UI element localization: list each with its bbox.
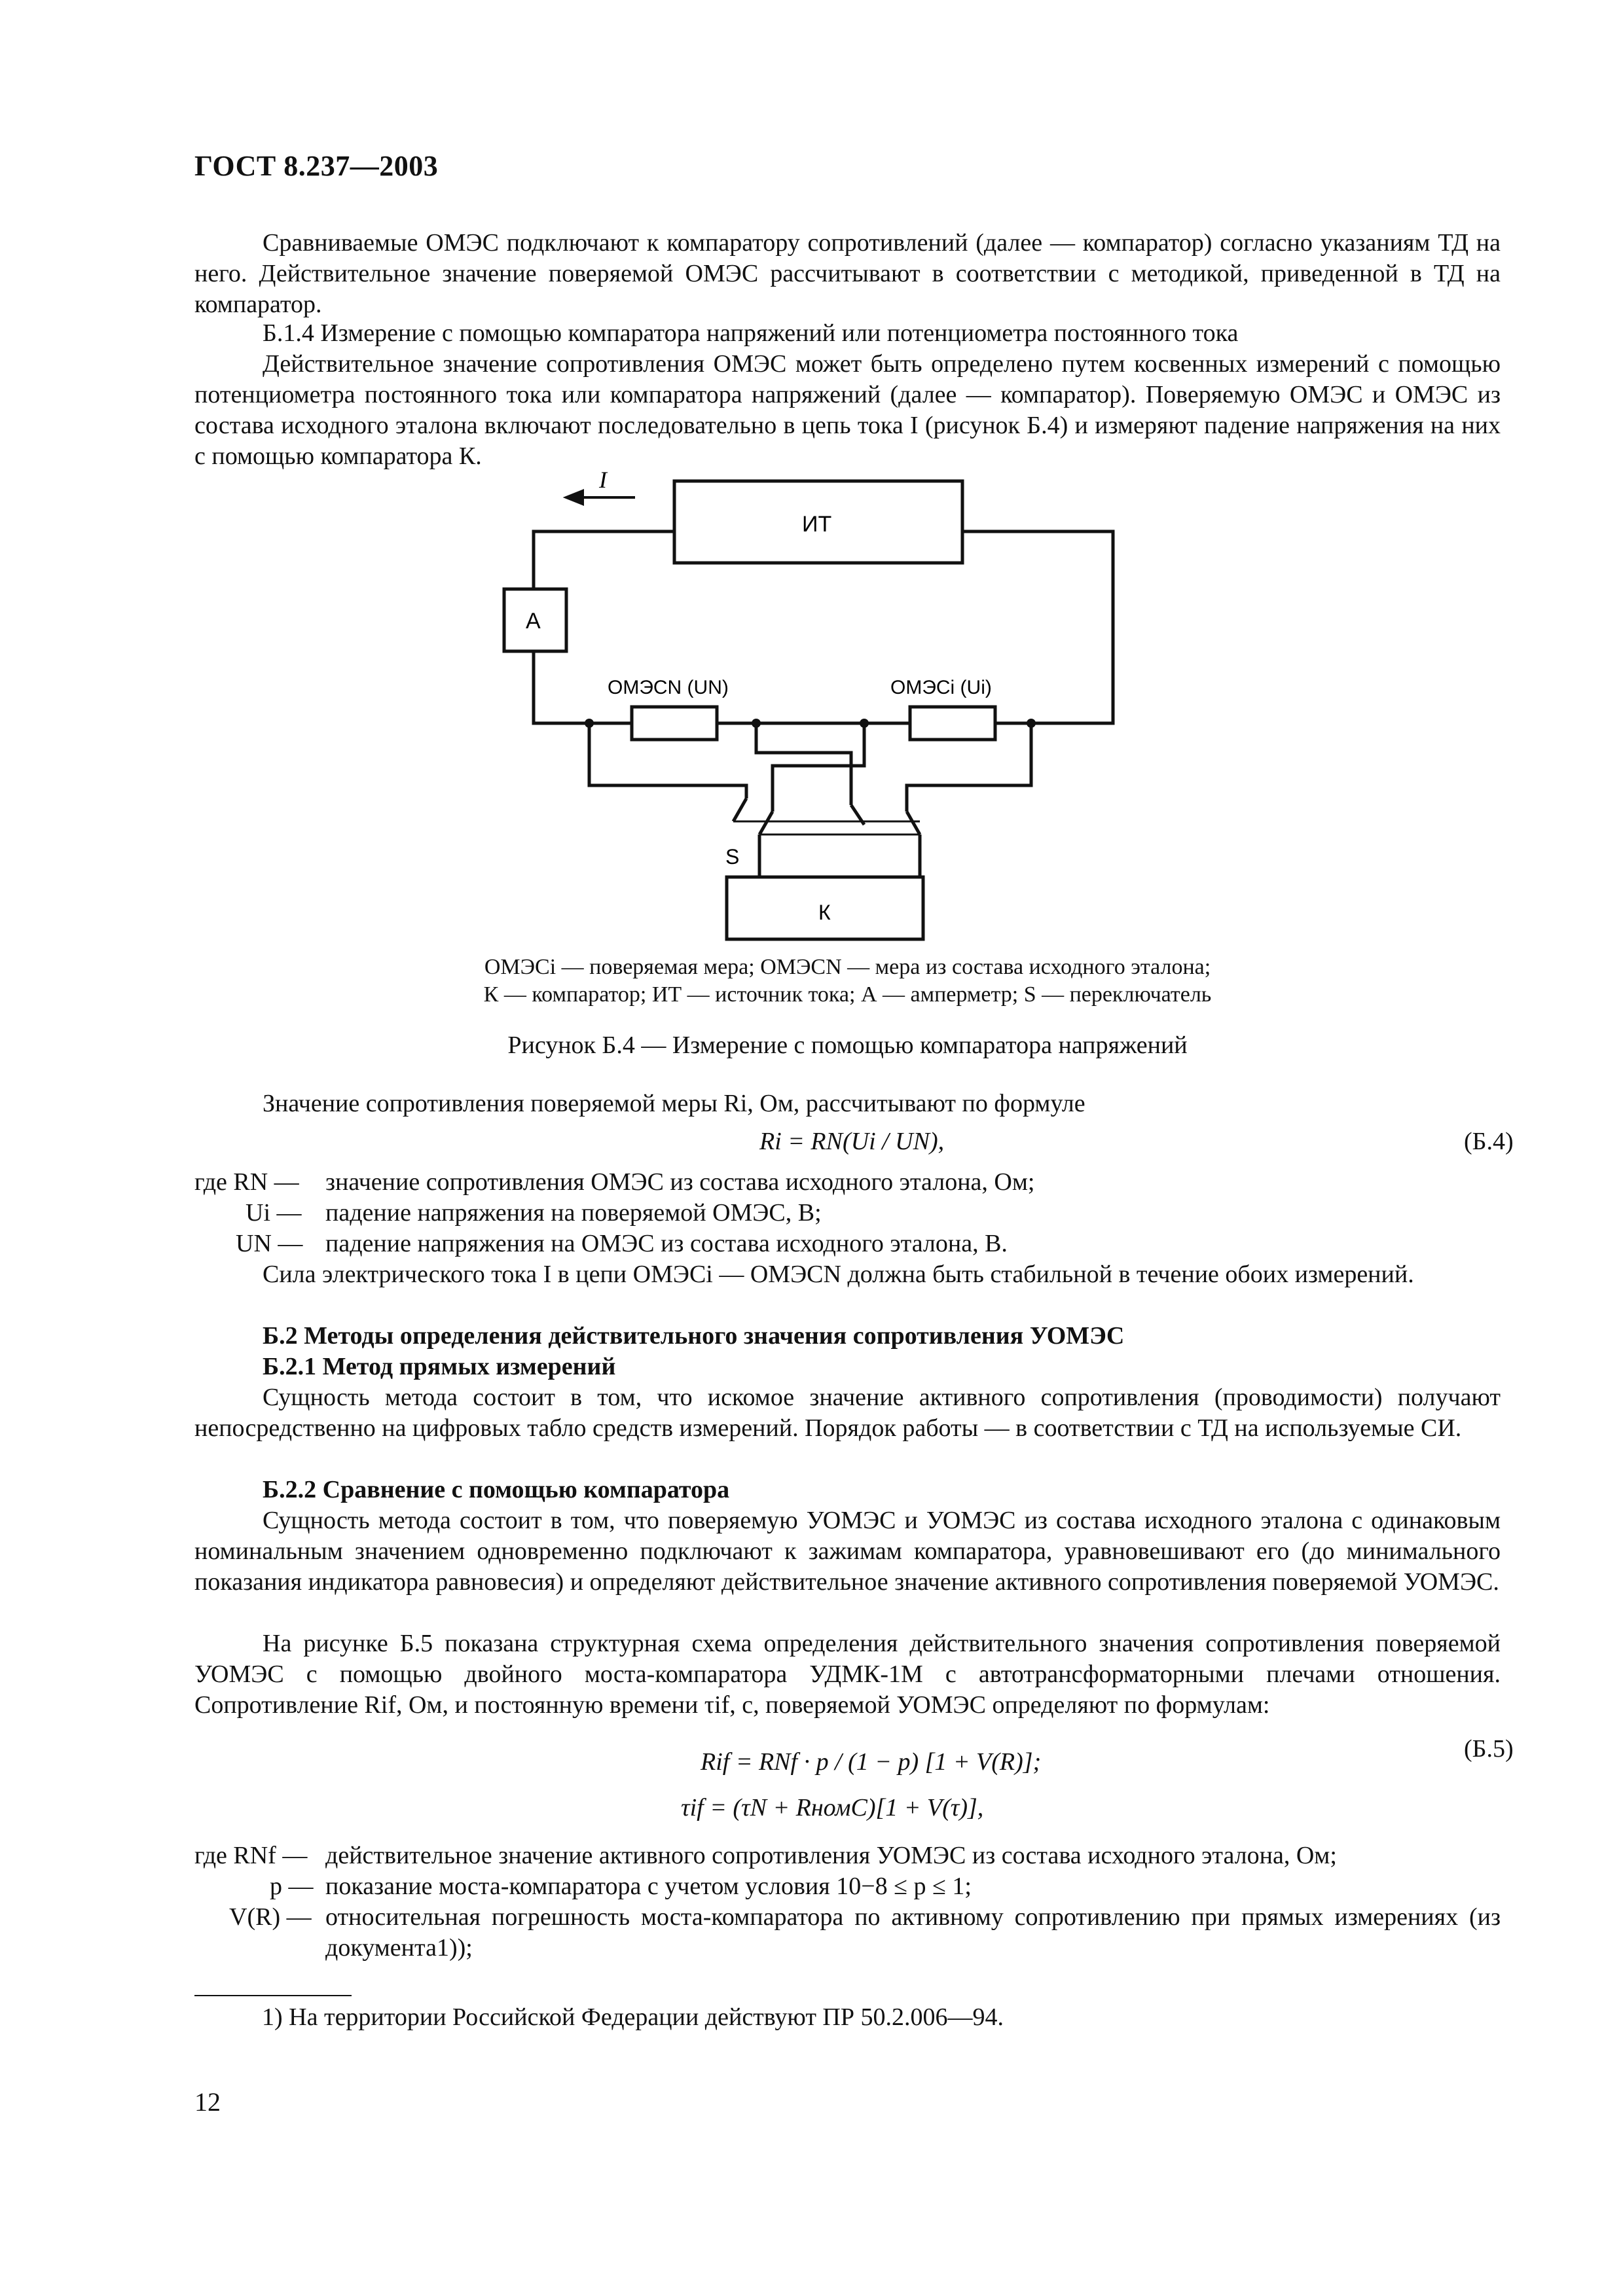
where-b4-sym-3: UN — bbox=[236, 1230, 303, 1257]
ammeter-label: А bbox=[526, 609, 541, 634]
current-source-label: ИТ bbox=[802, 512, 832, 537]
switch-label: S bbox=[725, 845, 740, 869]
paragraph-direct-method: Сущность метода состоит в том, что искомое значение активного сопротивления (проводимости) получают непосредственно на цифровых табло средств измерений. Порядок работы — в соответствии с ТД на используемые СИ. bbox=[194, 1384, 1501, 1442]
paragraph-indirect-measurement: Действительное значение сопротивления ОМЭС может быть определено путем косвенных измерений с помощью потенциометра постоянного тока или компаратора напряжений (далее — компаратор). Поверяемую ОМЭС и ОМЭС из состава исходного эталона включают последовательно в цепь тока I (рисунок Б.4) и измеряют падение напряжения на них с помощью компаратора К. bbox=[194, 350, 1501, 470]
where-b4-def-3: падение напряжения на ОМЭС из состава исходного эталона, В. bbox=[325, 1230, 1008, 1257]
section-b21-heading: Б.2.1 Метод прямых измерений bbox=[263, 1353, 616, 1380]
where-b5-sym-3: V(R) — bbox=[229, 1903, 312, 1931]
omes-n-resistor bbox=[632, 707, 717, 740]
paragraph-comparator-method: Сущность метода состоит в том, что поверяемую УОМЭС и УОМЭС из состава исходного эталона с одинаковым номинальным значением одновременно подключают к зажимам компаратора, уравновешивают его (до минимального показания индикатора равновесия) и определяют действительное значение активного сопротивления поверяемой УОМЭС. bbox=[194, 1507, 1501, 1596]
where-b4-sym-1: где RN — bbox=[194, 1168, 299, 1196]
figure-legend-line1: ОМЭСi — поверяемая мера; ОМЭСN — мера из состава исходного эталона; bbox=[484, 955, 1211, 979]
where-b4-sym-2: Ui — bbox=[246, 1199, 302, 1227]
paragraph-current-stability: Сила электрического тока I в цепи ОМЭСi — ОМЭСN должна быть стабильной в течение обоих измерений. bbox=[263, 1261, 1414, 1288]
figure-title: Рисунок Б.4 — Измерение с помощью компаратора напряжений bbox=[507, 1031, 1188, 1059]
formula-b5-line1: Rif = RNf · p / (1 − p) [1 + V(R)]; bbox=[701, 1748, 1042, 1776]
formula-b4-number: (Б.4) bbox=[1464, 1128, 1514, 1155]
where-b5-sym-1: где RNf — bbox=[194, 1842, 308, 1869]
omes-i-label: ОМЭСi (Ui) bbox=[890, 677, 992, 698]
figure-legend-line2: К — компаратор; ИТ — источник тока; А — амперметр; S — переключатель bbox=[483, 982, 1212, 1007]
paragraph-comparator-connection: Сравниваемые ОМЭС подключают к компаратору сопротивлений (далее — компаратор) согласно указаниям ТД на него. Действительное значение поверяемой ОМЭС рассчитывают в соответствии с методикой, приведенной в ТД на компаратор. bbox=[194, 229, 1501, 318]
section-b14-heading: Б.1.4 Измерение с помощью компаратора напряжений или потенциометра постоянного тока bbox=[263, 319, 1239, 347]
comparator-label: К bbox=[818, 901, 831, 924]
where-b5-sym-2: p — bbox=[270, 1873, 314, 1900]
footnote-rule bbox=[194, 1995, 352, 1996]
where-b4-def-1: значение сопротивления ОМЭС из состава исходного эталона, Ом; bbox=[325, 1168, 1035, 1196]
formula-b5-number: (Б.5) bbox=[1464, 1735, 1514, 1763]
footnote: 1) На территории Российской Федерации действуют ПР 50.2.006—94. bbox=[262, 2003, 1004, 2031]
paragraph-figure-b5: На рисунке Б.5 показана структурная схема определения действительного значения сопротивления поверяемой УОМЭС с помощью двойного моста-компаратора УДМК-1М с автотрансформаторными плечами отношения. Сопротивление Rif, Ом, и постоянную времени τif, с, поверяемой УОМЭС определяют по формулам: bbox=[194, 1630, 1501, 1719]
page-number: 12 bbox=[194, 2087, 221, 2117]
where-b5-def-2: показание моста-компаратора с учетом условия 10−8 ≤ p ≤ 1; bbox=[325, 1873, 972, 1900]
document-header: ГОСТ 8.237—2003 bbox=[194, 150, 439, 182]
where-b5-def-3: относительная погрешность моста-компаратора по активному сопротивлению при прямых измерениях (из документа1)); bbox=[325, 1903, 1501, 1962]
circuit-diagram bbox=[458, 471, 1211, 942]
section-b22-heading: Б.2.2 Сравнение с помощью компаратора bbox=[263, 1476, 730, 1503]
where-b5-def-1: действительное значение активного сопротивления УОМЭС из состава исходного эталона, Ом; bbox=[325, 1842, 1337, 1869]
section-b2-heading: Б.2 Методы определения действительного значения сопротивления УОМЭС bbox=[263, 1322, 1125, 1350]
current-label: I bbox=[599, 471, 607, 493]
paragraph-formula-intro: Значение сопротивления поверяемой меры Ri, Ом, рассчитывают по формуле bbox=[263, 1090, 1085, 1117]
formula-b5-line2: τif = (τN + RномC)[1 + V(τ)], bbox=[681, 1794, 984, 1821]
formula-b4: Ri = RN(Ui / UN), bbox=[759, 1128, 945, 1155]
where-b4-def-2: падение напряжения на поверяемой ОМЭС, В; bbox=[325, 1199, 822, 1227]
omes-n-label: ОМЭСN (UN) bbox=[608, 677, 729, 698]
omes-i-resistor bbox=[910, 707, 995, 740]
